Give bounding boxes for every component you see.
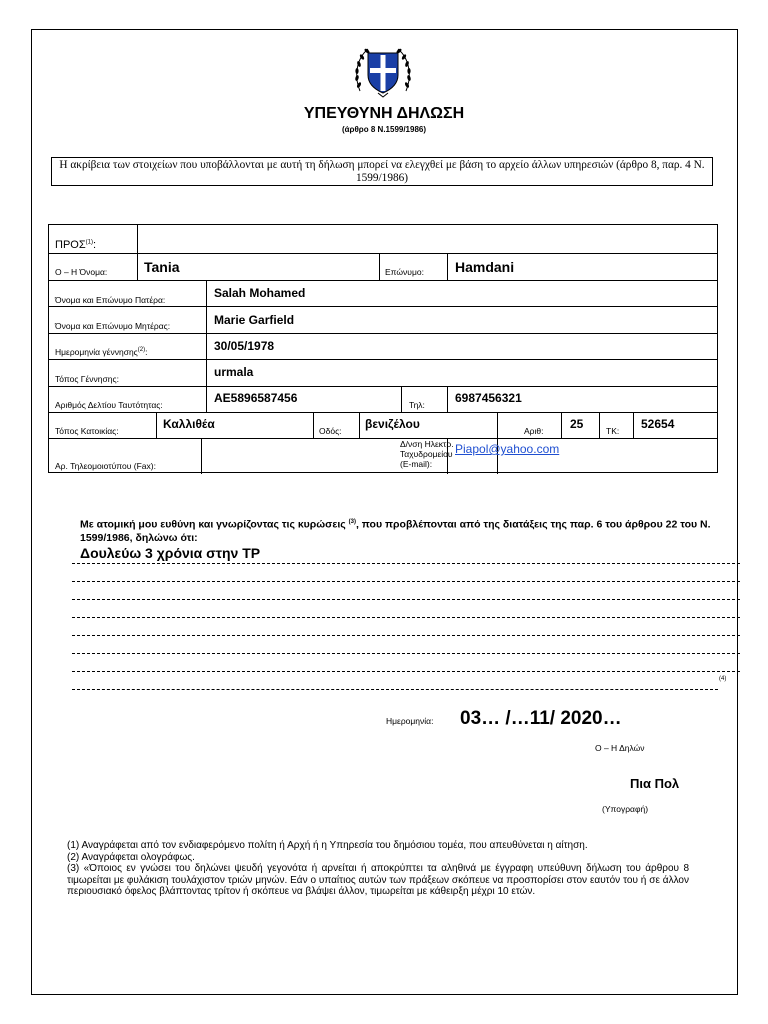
- declaration-line: [72, 653, 740, 654]
- surname-value: Hamdani: [455, 259, 515, 275]
- street-value: βενιζέλου: [365, 417, 420, 431]
- father-value: Salah Mohamed: [214, 286, 306, 300]
- document-subtitle: (άρθρο 8 Ν.1599/1986): [341, 125, 427, 134]
- birthplace-value: urmala: [214, 365, 254, 379]
- declaration-line: [72, 671, 740, 672]
- footnote-1: (1) Αναγράφεται από τον ενδιαφερόμενο πολίτη ή Αρχή ή η Υπηρεσία του δημόσιου τομέα, που απευθύνεται η αίτηση.: [67, 840, 588, 851]
- date-value: 03… /…11/ 2020…: [460, 708, 622, 729]
- declarant-label: Ο – Η Δηλών: [595, 743, 645, 753]
- declaration-line: [72, 689, 718, 690]
- street-label: Οδός:: [319, 426, 342, 436]
- pros-label: ΠΡΟΣ$^{(1)}$:: [55, 239, 97, 251]
- footnote-4-mark: (4): [719, 676, 727, 682]
- phone-label: Τηλ:: [409, 400, 425, 410]
- email-label: Δ/νση Ηλεκτρ. Ταχυδρομείου (E-mail):: [400, 439, 454, 469]
- birthplace-label: Τόπος Γέννησης:: [55, 374, 119, 384]
- number-label: Αριθ:: [524, 426, 544, 436]
- id-value: AE5896587456: [214, 391, 298, 405]
- date-label: Ημερομηνία:: [386, 716, 434, 726]
- id-label: Αριθμός Δελτίου Ταυτότητας:: [55, 400, 163, 410]
- phone-value: 6987456321: [455, 391, 522, 405]
- mother-value: Marie Garfield: [214, 313, 295, 327]
- personal-data-form: [48, 224, 718, 473]
- signature-name: Πια Πολ: [630, 776, 680, 791]
- document-title: ΥΠΕΥΘΥΝΗ ΔΗΛΩΣΗ: [303, 105, 465, 122]
- declaration-text: Δουλεύω 3 χρόνια στην ΤΡ: [80, 545, 261, 561]
- declaration-line: [72, 581, 740, 582]
- footnote-2: (2) Αναγράφεται ολογράφως.: [67, 851, 195, 863]
- declaration-line: [72, 599, 740, 600]
- father-label: Όνομα και Επώνυμο Πατέρα:: [55, 295, 166, 305]
- fax-label: Αρ. Τηλεομοιοτύπου (Fax):: [55, 461, 156, 471]
- surname-label: Επώνυμο:: [385, 267, 424, 277]
- signature-label: (Υπογραφή): [602, 804, 649, 814]
- number-value: 25: [570, 417, 584, 431]
- email-link[interactable]: Piapol@yahoo.com: [455, 442, 560, 456]
- residence-label: Τόπος Κατοικίας:: [55, 426, 119, 436]
- dob-label: Ημερομηνία γέννησης$^{(2)}$:: [55, 347, 148, 357]
- postal-value: 52654: [641, 417, 675, 431]
- dob-value: 30/05/1978: [214, 339, 275, 353]
- residence-value: Καλλιθέα: [163, 417, 215, 431]
- greek-coat-of-arms-icon: [352, 41, 414, 99]
- declaration-intro: Με ατομική μου ευθύνη και γνωρίζοντας τις κυρώσεις $^{(3)}$, που προβλέπονται από της διατάξεις της παρ. 6 του άρθρου 22 του Ν. 1599/1986, δηλώνω ότι:: [80, 518, 711, 544]
- accuracy-notice: Η ακρίβεια των στοιχείων που υποβάλλονται με αυτή τη δήλωση μπορεί να ελεγχθεί με βάση το αρχείο άλλων υπηρεσιών (άρθρο 8, παρ. 4 Ν. 1599/1986): [51, 157, 713, 186]
- mother-label: Όνομα και Επώνυμο Μητέρας:: [55, 321, 171, 331]
- footnote-3: (3) «Όποιος εν γνώσει του δηλώνει ψευδή γεγονότα ή αρνείται ή αποκρύπτει τα αληθινά με έγγραφη υπεύθυνη δήλωση του άρθρου 8 τιμωρείται με φυλάκιση τουλάχιστον τριών μηνών. Εάν ο υπαίτιος αυτών των πράξεων σκόπευε να προσπορίσει στον εαυτόν του ή σε άλλον περιουσιακό όφελος βλάπτοντας τρίτον ή σκόπευε να βλάψει άλλον, τιμωρείται με κάθειρξη μέχρι 10 ετών.: [67, 863, 689, 898]
- postal-label: ΤΚ:: [606, 426, 620, 436]
- first-name-label: Ο – Η Όνομα:: [55, 267, 108, 277]
- declaration-line: [72, 563, 740, 564]
- footnotes: [67, 840, 689, 898]
- first-name-value: Tania: [144, 259, 180, 275]
- declaration-line: [72, 635, 740, 636]
- declaration-line: [72, 617, 740, 618]
